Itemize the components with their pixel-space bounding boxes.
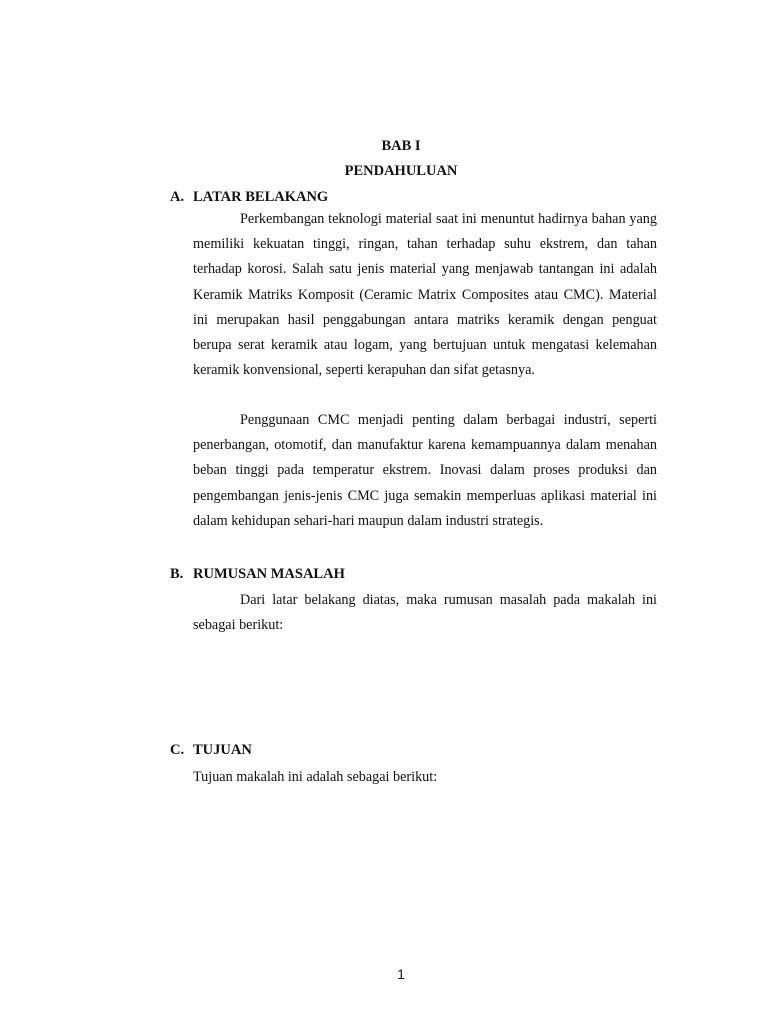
paragraph-latar-belakang-2: Penggunaan CMC menjadi penting dalam berbagai industri, seperti penerbangan, otomotif, dan manufaktur karena kemampuannya dalam menahan beban tinggi pada temperatur ekstrem. Inovasi dalam proses produksi dan pengembangan jenis-jenis CMC juga semakin memperluas aplikasi material ini dalam kehidupan sehari-hari maupun dalam industri strategis.: [193, 412, 657, 529]
section-title: RUMUSAN MASALAH: [193, 566, 345, 582]
paragraph-latar-belakang-1: Perkembangan teknologi material saat ini menuntut hadirnya bahan yang memiliki kekuatan tinggi, ringan, tahan terhadap suhu ekstrem, dan tahan terhadap korosi. Salah satu jenis material yang menjawab tantangan ini adalah Keramik Matriks Komposit (Ceramic Matrix Composites atau CMC). Material ini merupakan hasil penggabungan antara matriks keramik dengan penguat berupa serat keramik atau logam, yang bertujuan untuk mengatasi kelemahan keramik konvensional, seperti kerapuhan dan sifat getasnya.: [193, 211, 657, 379]
section-heading-latar-belakang: [170, 188, 328, 206]
paragraph-rumusan-masalah: Dari latar belakang diatas, maka rumusan masalah pada makalah ini sebagai berikut:: [193, 592, 657, 634]
chapter-title: PENDAHULUAN: [344, 163, 458, 179]
section-heading-rumusan-masalah: [170, 565, 345, 583]
page-number: 1: [397, 966, 405, 982]
section-title: LATAR BELAKANG: [193, 189, 329, 205]
paragraph-tujuan: Tujuan makalah ini adalah sebagai berikut:: [193, 769, 438, 785]
chapter-label: BAB I: [381, 138, 421, 154]
section-letter: B.: [170, 566, 184, 582]
section-heading-tujuan: [170, 741, 252, 759]
section-letter: A.: [170, 189, 185, 205]
section-letter: C.: [170, 742, 185, 758]
section-title: TUJUAN: [193, 742, 252, 758]
